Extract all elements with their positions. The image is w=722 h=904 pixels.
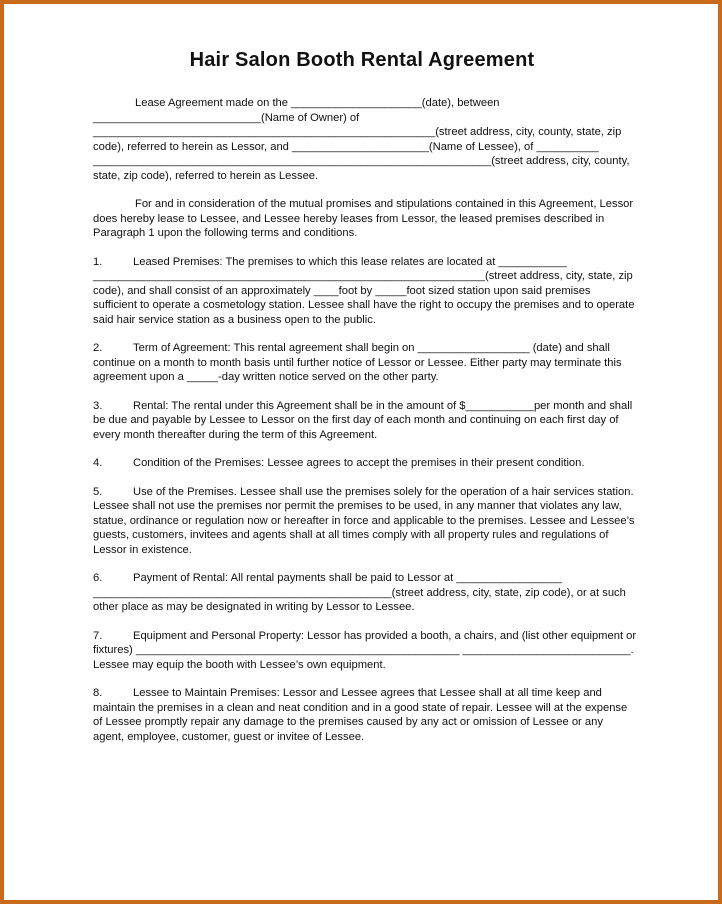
section-text: Term of Agreement: This rental agreement shall begin on __________________ (date) and shall continue on a month to month basis until further notice of Lessor or Lessee. Either party may terminate this agreement upon a _____-day written notice served on the other party. — [93, 342, 622, 383]
section-text: Rental: The rental under this Agreement shall be in the amount of $___________per month and shall be due and payable by Lessee to Lessor on the first day of each month and continuing on each first day of every month thereafter during the term of this Agreement. — [93, 399, 633, 441]
section-text: Condition of the Premises: Lessee agrees to accept the premises in their present condition. — [133, 457, 585, 469]
section-8 — [93, 686, 637, 744]
document-page — [93, 48, 637, 744]
section-number: 8. — [93, 687, 103, 699]
section-5 — [93, 485, 637, 558]
intro-paragraph: Lease Agreement made on the _____________________(date), between ___________________________(Name of Owner) of _______________________________________________________(street address, city, county, state, zip code), referred to herein as Lessor, and ______________________(Name of Lessee), of __________ ________________________________________________________________(street address, city, county, state, zip code), referred to herein as Lessee. — [93, 97, 630, 182]
section-text: Equipment and Personal Property: Lessor has provided a booth, a chairs, and (list other equipment or fixtures) ____________________________________________________ ___________________________. Lessee may equip the booth with Lessee’s own equipment. — [93, 629, 637, 671]
section-number: 2. — [93, 342, 103, 354]
section-2 — [93, 341, 637, 385]
section-number: 3. — [93, 399, 103, 412]
section-text: Use of the Premises. Lessee shall use the premises solely for the operation of a hair services station. Lessee shall not use the premises nor permit the premises to be used, in any manner that violates any law, statue, ordinance or regulation now or hereafter in force and applicable to the premises. Lessee and Lessee’s guests, customers, invitees and agents shall at all times comply with all property rules and regulations of Lessor in existence. — [93, 485, 635, 556]
section-6 — [93, 571, 637, 615]
section-text: Leased Premises: The premises to which this lease relates are located at ___________ _______________________________________________________________(street address, city, state, zip code), and shall consist of an approximately ____foot by _____foot sized station upon said premises sufficient to operate a cosmetology station. Lessee shall have the right to occupy the premises and to operate said hair service station as a business open to the public. — [93, 255, 635, 326]
section-text: Lessee to Maintain Premises: Lessor and Lessee agrees that Lessee shall at all time keep and maintain the premises in a clean and neat condition and in a good state of repair. Lessee will at the expense of Lessee promptly repair any damage to the premises caused by any act or omission of Lessee or any agent, employee, customer, guest or invitee of Lessee. — [93, 687, 628, 743]
section-1 — [93, 255, 637, 328]
section-4 — [93, 456, 637, 471]
section-7 — [93, 629, 637, 673]
section-number: 1. — [93, 255, 103, 268]
section-number: 7. — [93, 629, 103, 642]
document-title: Hair Salon Booth Rental Agreement — [189, 49, 535, 71]
consideration-paragraph: For and in consideration of the mutual promises and stipulations contained in this Agreement, Lessor does hereby lease to Lessee, and Lessee hereby leases from Lessor, the leased premises described in Paragraph 1 upon the following terms and conditions. — [93, 198, 634, 239]
section-number: 4. — [93, 457, 103, 469]
section-3 — [93, 399, 637, 443]
section-number: 6. — [93, 572, 103, 584]
section-number: 5. — [93, 485, 103, 498]
section-text: Payment of Rental: All rental payments shall be paid to Lessor at _________________ ________________________________________________(street address, city, state, zip code), or at such other place as may be designated in writing by Lessor to Lessee. — [93, 572, 626, 613]
